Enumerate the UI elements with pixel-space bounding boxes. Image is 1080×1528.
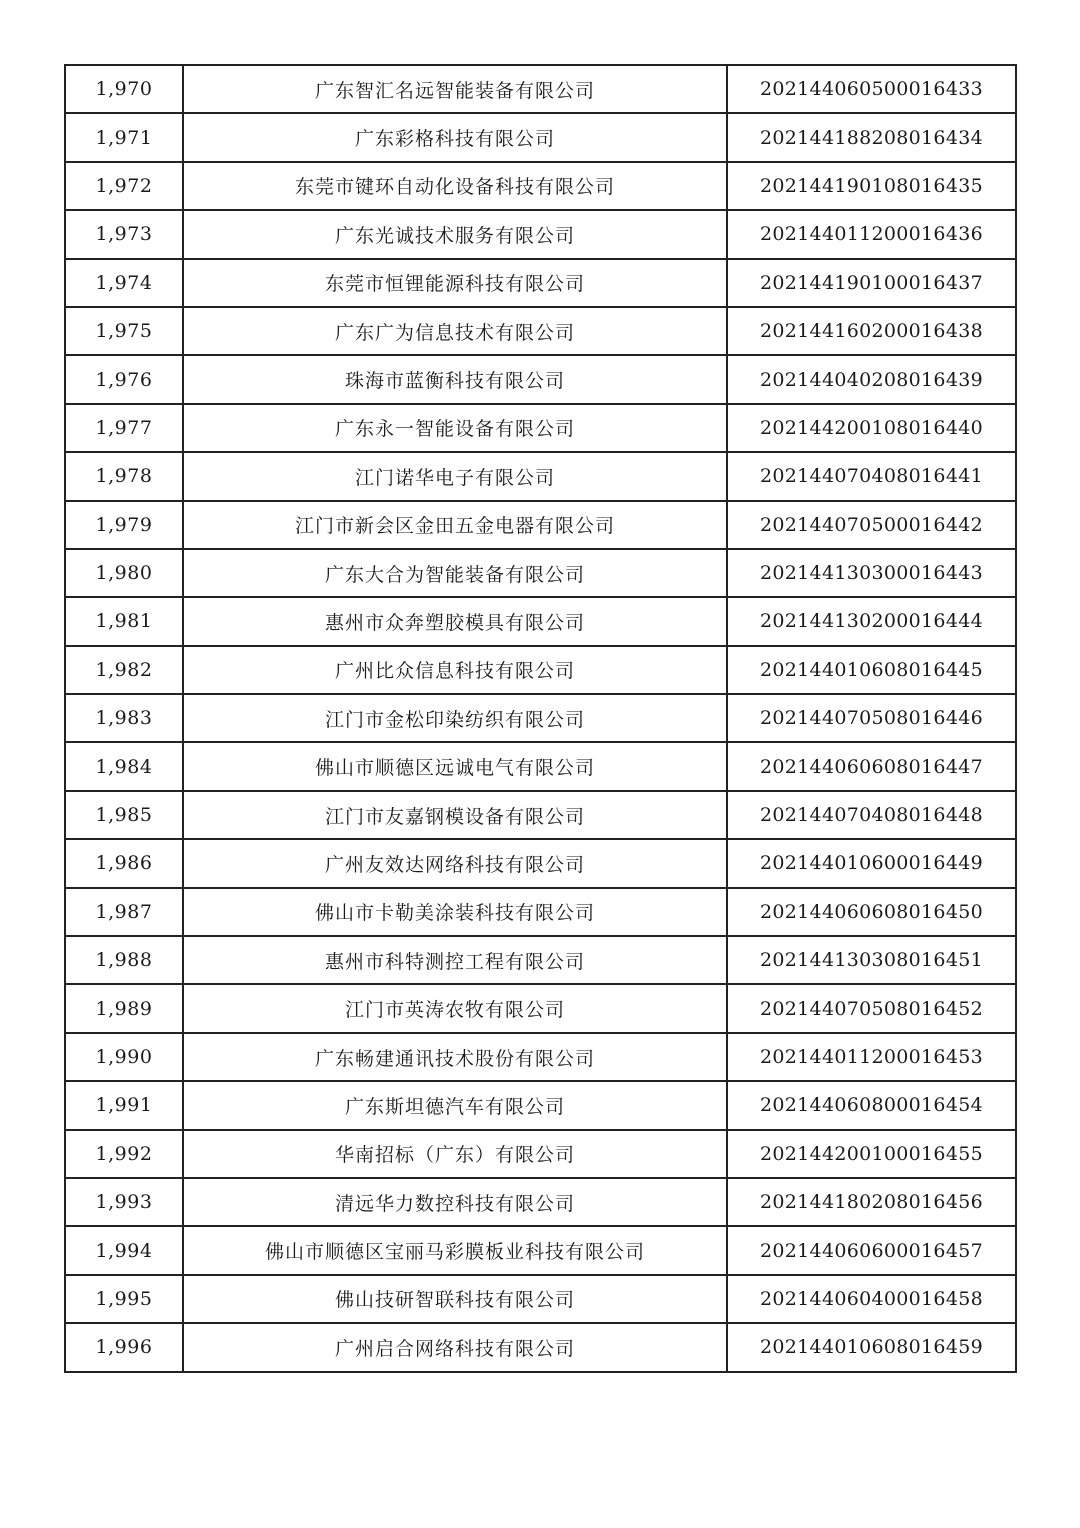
registration-code-cell: 202144060400016458 (727, 1275, 1016, 1323)
registration-code-cell: 202144070508016446 (727, 694, 1016, 742)
table-row (65, 1275, 1016, 1323)
row-number-cell: 1,975 (65, 307, 183, 355)
table-row (65, 1130, 1016, 1178)
company-name-cell: 江门诺华电子有限公司 (183, 452, 727, 500)
registration-code-cell: 202144190100016437 (727, 259, 1016, 307)
company-name-cell: 江门市新会区金田五金电器有限公司 (183, 501, 727, 549)
company-name-cell: 江门市英涛农牧有限公司 (183, 984, 727, 1032)
table-row (65, 839, 1016, 887)
registration-code-cell: 202144200108016440 (727, 404, 1016, 452)
company-registry-table (64, 64, 1017, 1373)
company-name-cell: 华南招标（广东）有限公司 (183, 1130, 727, 1178)
table-row (65, 210, 1016, 258)
registration-code-cell: 202144160200016438 (727, 307, 1016, 355)
row-number-cell: 1,980 (65, 549, 183, 597)
registration-code-cell: 202144010608016459 (727, 1323, 1016, 1371)
table-row (65, 307, 1016, 355)
row-number-cell: 1,979 (65, 501, 183, 549)
table-row (65, 1081, 1016, 1129)
row-number-cell: 1,972 (65, 162, 183, 210)
row-number-cell: 1,987 (65, 888, 183, 936)
registration-code-cell: 202144010600016449 (727, 839, 1016, 887)
company-name-cell: 佛山市顺德区远诚电气有限公司 (183, 742, 727, 790)
row-number-cell: 1,985 (65, 791, 183, 839)
row-number-cell: 1,993 (65, 1178, 183, 1226)
row-number-cell: 1,986 (65, 839, 183, 887)
table-row (65, 1178, 1016, 1226)
company-name-cell: 广东畅建通讯技术股份有限公司 (183, 1033, 727, 1081)
row-number-cell: 1,992 (65, 1130, 183, 1178)
company-name-cell: 清远华力数控科技有限公司 (183, 1178, 727, 1226)
row-number-cell: 1,988 (65, 936, 183, 984)
table-row (65, 984, 1016, 1032)
table-row (65, 501, 1016, 549)
table-row (65, 1033, 1016, 1081)
row-number-cell: 1,991 (65, 1081, 183, 1129)
registration-code-cell: 202144070408016441 (727, 452, 1016, 500)
registration-code-cell: 202144188208016434 (727, 113, 1016, 161)
row-number-cell: 1,995 (65, 1275, 183, 1323)
registry-table-body (65, 65, 1016, 1372)
row-number-cell: 1,990 (65, 1033, 183, 1081)
registry-page (64, 64, 1015, 1373)
registration-code-cell: 202144011200016436 (727, 210, 1016, 258)
company-name-cell: 广东智汇名远智能装备有限公司 (183, 65, 727, 113)
registration-code-cell: 202144010608016445 (727, 646, 1016, 694)
company-name-cell: 广东永一智能设备有限公司 (183, 404, 727, 452)
company-name-cell: 广东斯坦德汽车有限公司 (183, 1081, 727, 1129)
company-name-cell: 佛山市卡勒美涂装科技有限公司 (183, 888, 727, 936)
company-name-cell: 广东广为信息技术有限公司 (183, 307, 727, 355)
table-row (65, 162, 1016, 210)
table-row (65, 404, 1016, 452)
row-number-cell: 1,982 (65, 646, 183, 694)
table-row (65, 791, 1016, 839)
registration-code-cell: 202144060500016433 (727, 65, 1016, 113)
registration-code-cell: 202144130300016443 (727, 549, 1016, 597)
company-name-cell: 江门市友嘉钢模设备有限公司 (183, 791, 727, 839)
company-name-cell: 江门市金松印染纺织有限公司 (183, 694, 727, 742)
registration-code-cell: 202144180208016456 (727, 1178, 1016, 1226)
registration-code-cell: 202144011200016453 (727, 1033, 1016, 1081)
row-number-cell: 1,984 (65, 742, 183, 790)
company-name-cell: 东莞市键环自动化设备科技有限公司 (183, 162, 727, 210)
row-number-cell: 1,971 (65, 113, 183, 161)
company-name-cell: 珠海市蓝衡科技有限公司 (183, 355, 727, 403)
registration-code-cell: 202144070508016452 (727, 984, 1016, 1032)
row-number-cell: 1,996 (65, 1323, 183, 1371)
row-number-cell: 1,983 (65, 694, 183, 742)
company-name-cell: 广东大合为智能装备有限公司 (183, 549, 727, 597)
table-row (65, 646, 1016, 694)
table-row (65, 1226, 1016, 1274)
registration-code-cell: 202144200100016455 (727, 1130, 1016, 1178)
company-name-cell: 广东彩格科技有限公司 (183, 113, 727, 161)
table-row (65, 355, 1016, 403)
table-row (65, 742, 1016, 790)
registration-code-cell: 202144190108016435 (727, 162, 1016, 210)
registration-code-cell: 202144070408016448 (727, 791, 1016, 839)
row-number-cell: 1,978 (65, 452, 183, 500)
company-name-cell: 广州友效达网络科技有限公司 (183, 839, 727, 887)
row-number-cell: 1,976 (65, 355, 183, 403)
registration-code-cell: 202144060600016457 (727, 1226, 1016, 1274)
registration-code-cell: 202144070500016442 (727, 501, 1016, 549)
company-name-cell: 佛山市顺德区宝丽马彩膜板业科技有限公司 (183, 1226, 727, 1274)
registration-code-cell: 202144060608016450 (727, 888, 1016, 936)
table-row (65, 452, 1016, 500)
table-row (65, 65, 1016, 113)
company-name-cell: 惠州市众奔塑胶模具有限公司 (183, 597, 727, 645)
row-number-cell: 1,994 (65, 1226, 183, 1274)
row-number-cell: 1,981 (65, 597, 183, 645)
registration-code-cell: 202144040208016439 (727, 355, 1016, 403)
registration-code-cell: 202144130308016451 (727, 936, 1016, 984)
row-number-cell: 1,989 (65, 984, 183, 1032)
table-row (65, 888, 1016, 936)
company-name-cell: 佛山技研智联科技有限公司 (183, 1275, 727, 1323)
table-row (65, 694, 1016, 742)
registration-code-cell: 202144130200016444 (727, 597, 1016, 645)
table-row (65, 936, 1016, 984)
registration-code-cell: 202144060608016447 (727, 742, 1016, 790)
company-name-cell: 广东光诚技术服务有限公司 (183, 210, 727, 258)
row-number-cell: 1,970 (65, 65, 183, 113)
row-number-cell: 1,977 (65, 404, 183, 452)
row-number-cell: 1,973 (65, 210, 183, 258)
company-name-cell: 惠州市科特测控工程有限公司 (183, 936, 727, 984)
table-row (65, 1323, 1016, 1371)
table-row (65, 113, 1016, 161)
company-name-cell: 广州启合网络科技有限公司 (183, 1323, 727, 1371)
table-row (65, 549, 1016, 597)
company-name-cell: 广州比众信息科技有限公司 (183, 646, 727, 694)
registration-code-cell: 202144060800016454 (727, 1081, 1016, 1129)
company-name-cell: 东莞市恒锂能源科技有限公司 (183, 259, 727, 307)
row-number-cell: 1,974 (65, 259, 183, 307)
table-row (65, 597, 1016, 645)
table-row (65, 259, 1016, 307)
